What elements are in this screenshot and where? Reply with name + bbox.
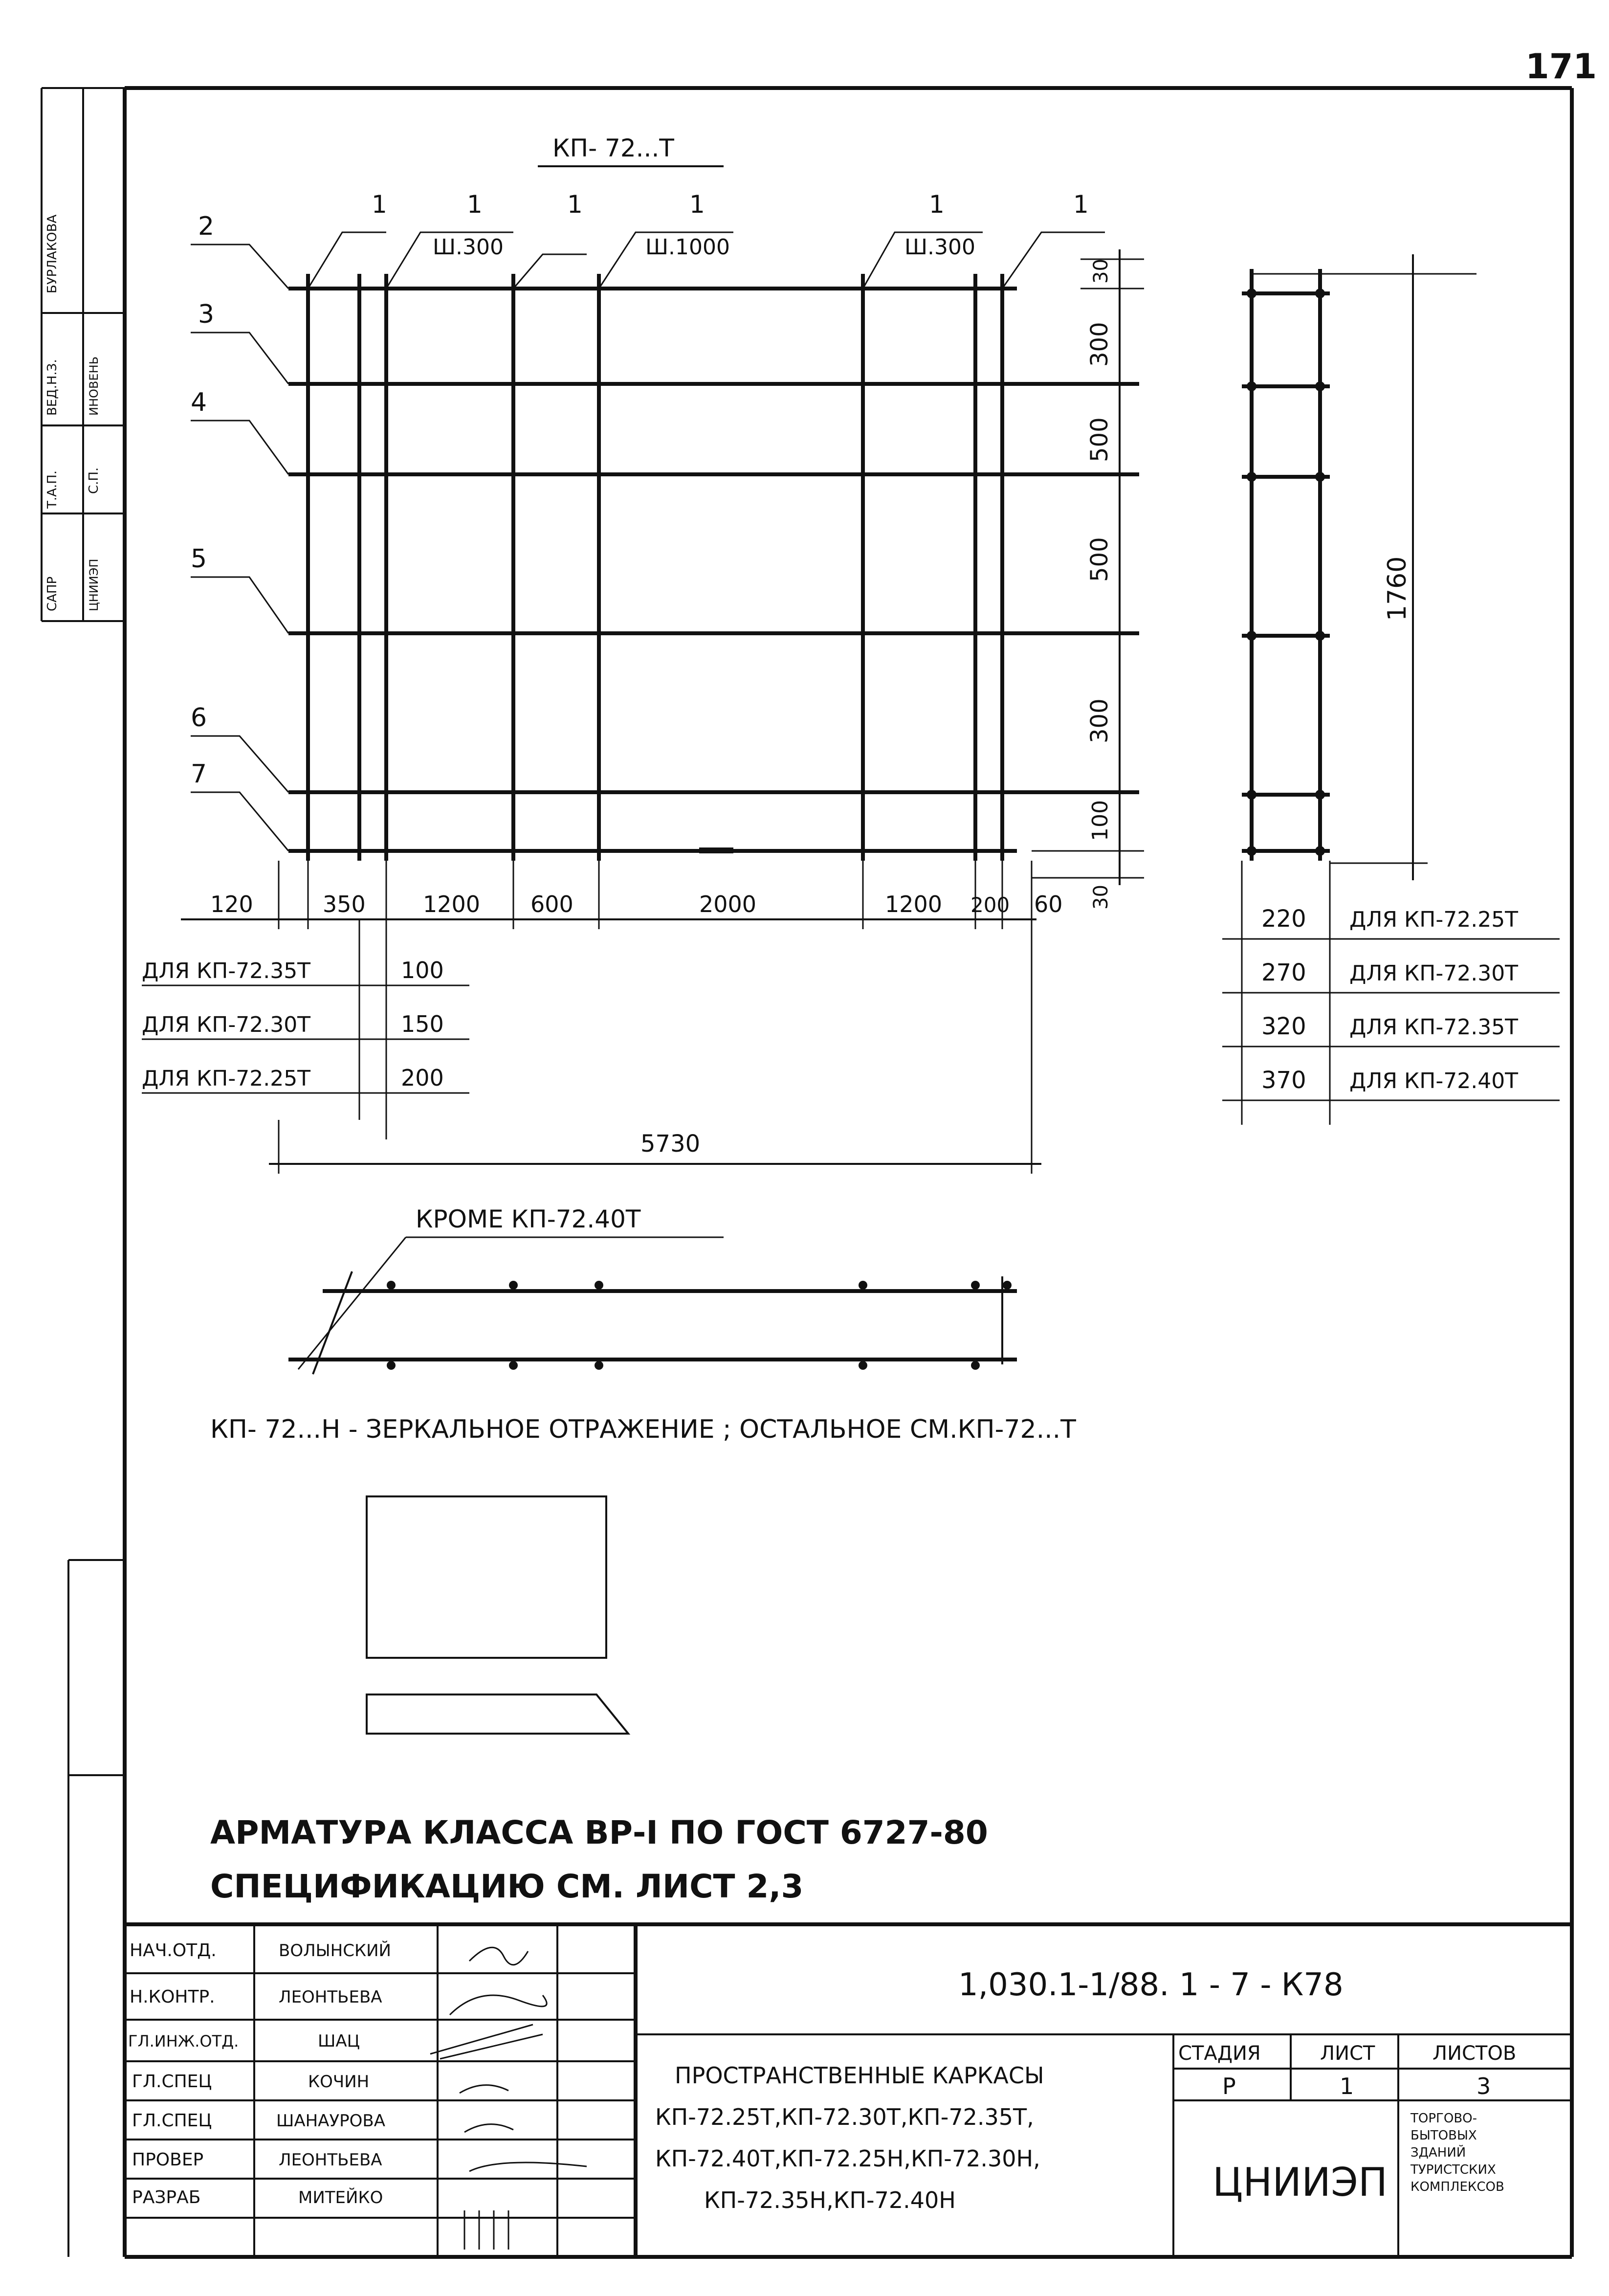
- vdim-3: 500: [1086, 417, 1113, 462]
- sheets-value: 3: [1477, 2073, 1491, 2099]
- title-block: [125, 1924, 1572, 2257]
- side-stamp-cell-2: ИНОВЕНЬ: [87, 356, 101, 416]
- role-7: РАЗРАБ: [132, 2187, 201, 2207]
- signature-6: [469, 2162, 587, 2171]
- hdim-4: 600: [530, 891, 573, 917]
- frame-elevation: [142, 134, 1144, 1174]
- vdim-6: 100: [1088, 800, 1113, 841]
- name-2: ЛЕОНТЬЕВА: [279, 1987, 382, 2007]
- role-1: НАЧ.ОТД.: [130, 1940, 217, 1961]
- signature-7: [464, 2210, 508, 2250]
- variant-label-1: ДЛЯ КП-72.35Т: [142, 959, 311, 983]
- org-sub-1: ТОРГОВО-: [1411, 2111, 1477, 2126]
- desc-line-2: КП-72.25Т,КП-72.30Т,КП-72.35Т,: [655, 2104, 1034, 2130]
- mark-1-a: 1: [372, 190, 387, 219]
- hdim-3: 1200: [423, 891, 481, 917]
- hdim-2: 350: [323, 891, 366, 917]
- side-stamp-cell-4: С.П.: [87, 467, 101, 494]
- row-label-5: 5: [191, 544, 207, 574]
- note-line-2: СПЕЦИФИКАЦИЮ СМ. ЛИСТ 2,3: [210, 1868, 804, 1905]
- section-label-3: ДЛЯ КП-72.35Т: [1349, 1015, 1519, 1040]
- role-6: ПРОВЕР: [132, 2150, 204, 2170]
- page-number: 171: [1525, 46, 1597, 87]
- total-length: 5730: [640, 1130, 701, 1158]
- desc-line-1: ПРОСТРАНСТВЕННЫЕ КАРКАСЫ: [675, 2062, 1044, 2089]
- section-width-3: 320: [1261, 1013, 1306, 1040]
- axonometric-sketch: [367, 1496, 628, 1734]
- vdim-7: 30: [1090, 885, 1112, 910]
- name-6: ЛЕОНТЬЕВА: [279, 2150, 382, 2170]
- variant-value-2: 150: [401, 1011, 444, 1037]
- org-sub-4: ТУРИСТСКИХ: [1411, 2162, 1496, 2177]
- spacing-label-2: Ш.1000: [645, 235, 730, 260]
- role-2: Н.КОНТР.: [130, 1987, 215, 2007]
- vdim-4: 500: [1086, 537, 1113, 582]
- name-3: ШАЦ: [318, 2031, 360, 2051]
- spacing-label-3: Ш.300: [904, 235, 976, 260]
- stage-value: Р: [1222, 2073, 1236, 2099]
- hdim-1: 120: [210, 891, 253, 917]
- role-4: ГЛ.СПЕЦ: [132, 2072, 212, 2092]
- variant-value-1: 100: [401, 957, 444, 983]
- section-width-1: 220: [1261, 905, 1306, 933]
- mark-1-f: 1: [1073, 190, 1089, 219]
- signature-2: [450, 1995, 547, 2015]
- hdim-8: 60: [1034, 891, 1063, 917]
- row-label-2: 2: [198, 212, 215, 241]
- mark-1-c: 1: [567, 190, 583, 219]
- hdim-7: 200: [970, 893, 1010, 917]
- side-stamp-cell-0: БУРЛАКОВА: [45, 214, 60, 293]
- stage-header: СТАДИЯ: [1178, 2042, 1261, 2065]
- role-5: ГЛ.СПЕЦ: [132, 2111, 212, 2131]
- name-4: КОЧИН: [308, 2072, 370, 2092]
- section-label-2: ДЛЯ КП-72.30Т: [1349, 961, 1519, 986]
- plan-view: [288, 1205, 1017, 1374]
- mark-1-d: 1: [689, 190, 705, 219]
- org-name: ЦНИИЭП: [1212, 2160, 1388, 2205]
- signature-1: [469, 1947, 528, 1965]
- side-stamp-cell-5: САПР: [45, 576, 60, 611]
- hdim-6: 1200: [885, 891, 943, 917]
- plan-note: КРОМЕ КП-72.40Т: [416, 1205, 641, 1233]
- sheet-value: 1: [1340, 2073, 1354, 2099]
- vdim-1: 30: [1090, 259, 1112, 284]
- row-label-4: 4: [191, 388, 207, 417]
- desc-line-4: КП-72.35Н,КП-72.40Н: [704, 2187, 956, 2213]
- signature-3: [430, 2025, 543, 2059]
- section-label-4: ДЛЯ КП-72.40Т: [1349, 1069, 1519, 1093]
- sheets-header: ЛИСТОВ: [1433, 2042, 1517, 2065]
- sheet-header: ЛИСТ: [1320, 2042, 1375, 2065]
- margin-marks: [68, 1560, 125, 2257]
- row-label-7: 7: [191, 759, 207, 789]
- org-sub-2: БЫТОВЫХ: [1411, 2128, 1477, 2143]
- variant-label-3: ДЛЯ КП-72.25Т: [142, 1066, 311, 1091]
- cross-section: [1222, 254, 1560, 1125]
- name-1: ВОЛЫНСКИЙ: [279, 1941, 391, 1961]
- mirror-note: КП- 72...Н - ЗЕРКАЛЬНОЕ ОТРАЖЕНИЕ ; ОСТАЛЬНОЕ СМ.КП-72...Т: [210, 1415, 1076, 1444]
- section-label-1: ДЛЯ КП-72.25Т: [1349, 907, 1519, 932]
- spacing-label-1: Ш.300: [433, 235, 504, 260]
- elevation-title: КП- 72...Т: [552, 134, 674, 162]
- name-7: МИТЕЙКО: [298, 2188, 383, 2207]
- vdim-5: 300: [1086, 698, 1113, 743]
- sheet-frame: [125, 88, 1572, 2257]
- vdim-2: 300: [1086, 322, 1113, 367]
- side-stamp-cell-1: ВЕД.Н.З.: [45, 359, 60, 416]
- side-stamp-cell-3: Т.А.П.: [45, 470, 60, 509]
- section-width-2: 270: [1261, 959, 1306, 986]
- section-height: 1760: [1383, 556, 1412, 621]
- hdim-5: 2000: [699, 891, 757, 917]
- side-stamp: [42, 88, 125, 621]
- mark-1-b: 1: [467, 190, 483, 219]
- variant-value-3: 200: [401, 1065, 444, 1091]
- note-line-1: АРМАТУРА КЛАССА ВР-I ПО ГОСТ 6727-80: [210, 1814, 988, 1851]
- role-3: ГЛ.ИНЖ.ОТД.: [128, 2032, 239, 2051]
- desc-line-3: КП-72.40Т,КП-72.25Н,КП-72.30Н,: [655, 2145, 1040, 2172]
- row-label-6: 6: [191, 703, 207, 733]
- signature-5: [464, 2124, 513, 2132]
- mark-1-e: 1: [929, 190, 945, 219]
- variant-label-2: ДЛЯ КП-72.30Т: [142, 1012, 311, 1037]
- doc-code: 1,030.1-1/88. 1 - 7 - К78: [958, 1967, 1344, 2003]
- org-sub-5: КОМПЛЕКСОВ: [1411, 2180, 1504, 2194]
- section-width-4: 370: [1261, 1067, 1306, 1094]
- side-stamp-cell-6: ЦНИИЭП: [87, 558, 101, 611]
- row-label-3: 3: [198, 300, 215, 329]
- signature-4: [460, 2085, 508, 2093]
- name-5: ШАНАУРОВА: [276, 2111, 386, 2131]
- org-sub-3: ЗДАНИЙ: [1411, 2145, 1466, 2160]
